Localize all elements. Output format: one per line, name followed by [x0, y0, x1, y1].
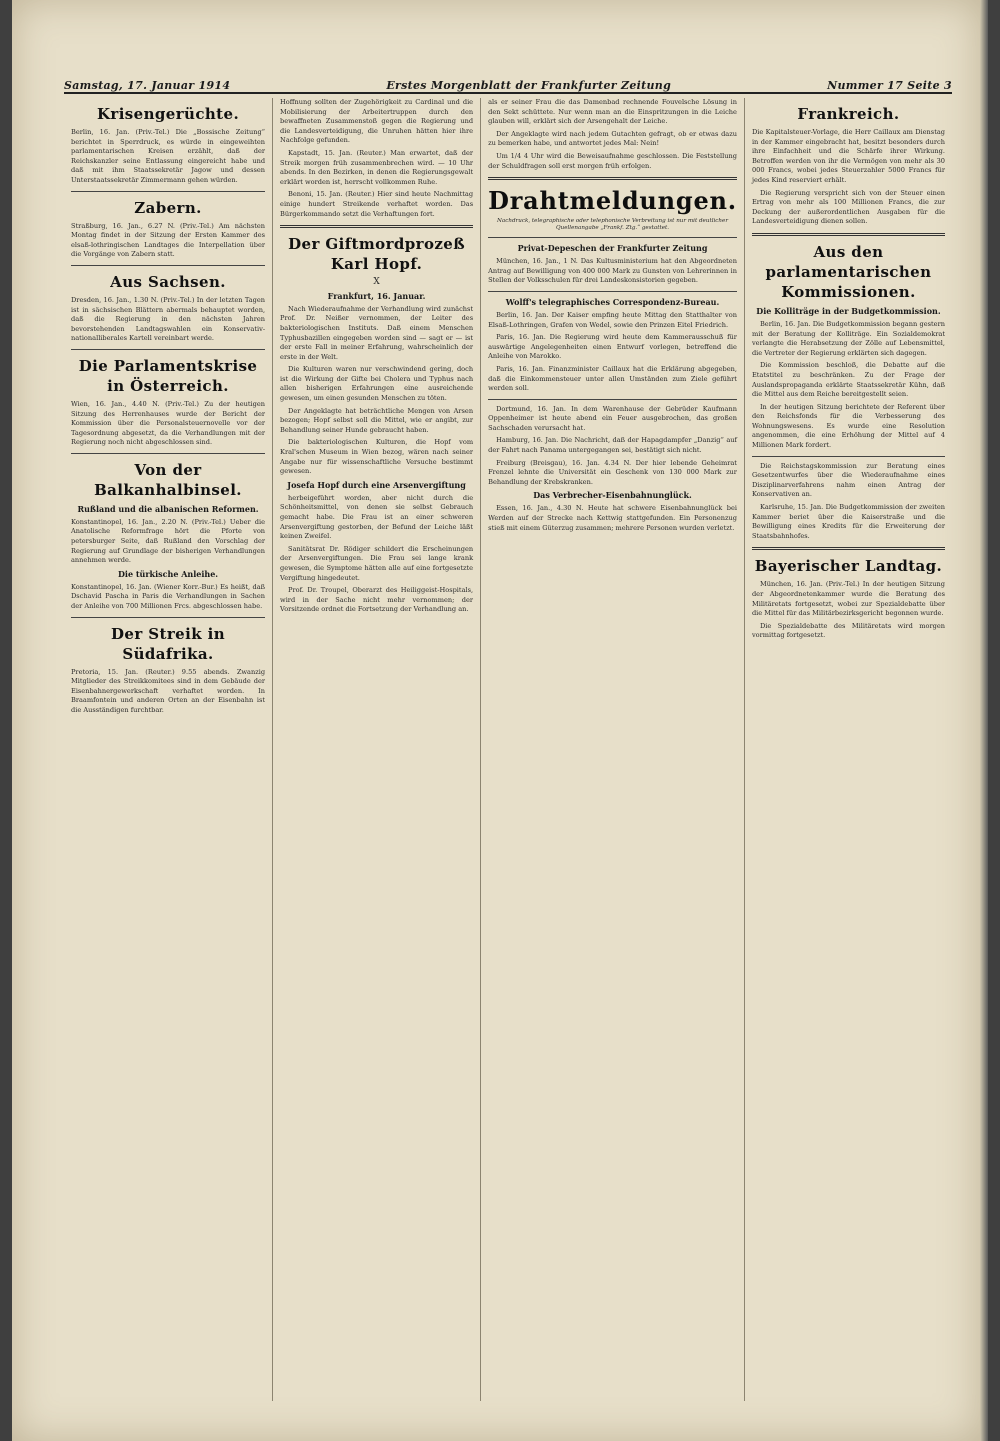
article-paragraph: Freiburg (Breisgau), 16. Jan. 4.34 N. Der hier lebende Geheimrat Frenzel lehnte die Universität ein Geschenk von 130 000 Mark zur Behandlung der Krebskranken. — [488, 458, 737, 486]
article-columns — [64, 98, 952, 1401]
article-paragraph: Die Kapitalsteuer-Vorlage, die Herr Caillaux am Dienstag in der Kammer eingebracht hat, besitzt besonders durch ihre Einfachheit und die Schärfe ihrer Wirkung. Betroffen werden von ihr die Vermögen von mehr als 30 000 Francs, wobei jedes Steuerzahler 5000 Francs für jedes Kind reserviert erhält. — [751, 128, 945, 184]
divider — [752, 547, 945, 550]
article-paragraph: In der heutigen Sitzung berichtete der Referent über den Reichsfonds für die Verbesserung des Wohnungswesens. Es wurde eine Resolution angenommen, die eine Erhöhung der Mittel auf 4 Millionen Mark fordert. — [751, 402, 945, 450]
article-paragraph: Benoni, 15. Jan. (Reuter.) Hier sind heute Nachmittag einige hundert Streikende verhaftet worden. Das Bürgerkommando setzt die Verhaftungen fort. — [280, 190, 474, 218]
article-paragraph: Konstantinopel, 16. Jan. (Wiener Korr.-Bur.) Es heißt, daß Dschavid Pascha in Paris die Verhandlungen in Sachen der Anleihe von 700 Millionen Frcs. abgeschlossen habe. — [71, 582, 266, 611]
article-paragraph: Sanitätsrat Dr. Rödiger schildert die Erscheinungen der Arsenvergiftungen. Die Frau sei lange krank gewesen, die Symptome hätten alle auf eine fortgesetzte Vergiftung hingedeutet. — [280, 544, 474, 582]
article-paragraph: Die Kommission beschloß, die Debatte auf die Etatstitel zu beschränken. Zu der Frage der Auslandspropaganda erklärte Staatssekretär Kühn, daß die Mittel aus dem Reiche bereitgestellt seien. — [751, 361, 945, 399]
header-date: Samstag, 17. Januar 1914 — [64, 79, 231, 92]
article-paragraph: Die Kulturen waren nur verschwindend gering, doch ist die Wirkung der Gifte bei Cholera und Typhus nach allen bisherigen Erfahrungen eine ausreichende gewesen, um einen gesunden Menschen zu töten. — [280, 365, 474, 403]
article-paragraph: Essen, 16. Jan., 4.30 N. Heute hat schwere Eisenbahnunglück bei Werden auf der Strecke nach Kettwig stattgefunden. Ein Personenzug stieß mit einem Güterzug zusammen; mehrere Personen wurden verletzt. — [488, 504, 737, 532]
article-paragraph: Paris, 16. Jan. Die Regierung wird heute dem Kammerausschuß für auswärtige Angelegenheiten einen Entwurf vorlegen, betreffend die Anleihe von Marokko. — [488, 333, 737, 361]
article-paragraph: Um 1/4 4 Uhr wird die Beweisaufnahme geschlossen. Die Feststellung der Schuldfragen soll erst morgen früh erfolgen. — [488, 151, 737, 170]
divider — [752, 233, 945, 236]
article-paragraph: Karlsruhe, 15. Jan. Die Budgetkommission der zweiten Kammer beriet über die Kaiserstraße und die Bewilligung eines Kredits für die Erweiterung der Staatsbahnhofes. — [751, 503, 945, 540]
article-paragraph: Dortmund, 16. Jan. In dem Warenhause der Gebrüder Kaufmann Oppenheimer ist heute abend ein Feuer ausgebrochen, das großen Sachschaden verursacht hat. — [488, 404, 737, 432]
reprint-notice: Nachdruck, telegraphische oder telephonische Verbreitung ist nur mit deutlicher Quellenangabe „Frankf. Ztg.“ gestattet. — [497, 218, 729, 232]
divider — [752, 456, 945, 457]
headline-streik-suedafrika: Der Streik in Südafrika. — [111, 624, 226, 663]
divider — [71, 349, 265, 350]
installment-mark: X — [373, 277, 380, 288]
divider — [280, 225, 473, 228]
article-paragraph: Die bakteriologischen Kulturen, die Hopf vom Kral'schen Museum in Wien bezog, wären nach seiner Angabe nur für wissenschaftliche Versuche bestimmt gewesen. — [280, 438, 474, 476]
article-paragraph: Die Regierung verspricht sich von der Steuer einen Ertrag von mehr als 100 Millionen Francs, die zur Deckung der außerordentlichen Ausgaben für die Landesverteidigung dienen sollen. — [751, 188, 945, 226]
column-3 — [480, 98, 744, 1401]
article-paragraph: Nach Wiederaufnahme der Verhandlung wird zunächst Prof. Dr. Neißer vernommen, der Leiter des bakteriologischen Instituts. Daß einem Menschen Typhusbazillen eingegeben worden sind — sagt er — ist der erste Fall in meiner Erfahrung, wahrscheinlich der erste in der Welt. — [280, 304, 474, 361]
divider — [71, 265, 265, 266]
article-paragraph: Berlin, 16. Jan. Der Kaiser empfing heute Mittag den Statthalter von Elsaß-Lothringen, Grafen von Wedel, sowie den Prinzen Eitel Friedrich. — [488, 310, 737, 329]
headline-drahtmeldungen: Drahtmeldungen. — [488, 186, 737, 216]
article-paragraph: Paris, 16. Jan. Finanzminister Caillaux hat die Erklärung abgegeben, daß die Einkommensteuer unter allen Umständen zum Ziele geführt werden soll. — [488, 364, 737, 393]
subheadline: Die Kolliträge in der Budgetkommission. — [756, 305, 941, 316]
headline-frankreich: Frankreich. — [797, 105, 900, 123]
article-paragraph: Konstantinopel, 16. Jan., 2.20 N. (Priv.-Tel.) Ueber die Anatolische Reformfrage hört die Pforte von petersburger Seite, daß Rußland den Vorschlag der Regierung auf Grundlage der bisherigen Verhandlungen annehmen werde. — [71, 517, 266, 565]
column-1 — [64, 98, 272, 1401]
page-header — [64, 72, 952, 94]
article-paragraph: Die Reichstagskommission zur Beratung eines Gesetzentwurfes über die Wiederaufnahme eines Disziplinarverfahrens nahm einen Antrag der Konservativen an. — [751, 461, 945, 499]
subheadline-eisenbahnunglueck: Das Verbrecher-Eisenbahnunglück. — [533, 490, 692, 501]
divider — [71, 191, 265, 192]
article-paragraph: München, 16. Jan., 1 N. Das Kultusministerium hat den Abgeordneten Antrag auf Bewilligung von 400 000 Mark zu Gunsten von Lehrerinnen in Stellen der Volksschulen für drei Landeskonsistorien gegeben. — [488, 257, 737, 285]
header-page-number: Nummer 17 Seite 3 — [827, 79, 952, 92]
article-paragraph: Hoffnung sollten der Zugehörigkeit zu Cardinal und die Mobilisierung der Arbeitertruppen durch den bewaffneten Zusammenstoß gegen die Regierung und die Landesverteidigung, die Unruhen hätten hier ihre Nachfolge gefunden. — [280, 98, 474, 145]
subheadline: Josefa Hopf durch eine Arsenvergiftung — [287, 479, 466, 490]
article-paragraph: München, 16. Jan. (Priv.-Tel.) In der heutigen Sitzung der Abgeordnetenkammer wurde die Beratung des Militäretats fortgesetzt, wobei zur Spezialdebatte über die Mittel für das Militärbezirksgericht begonnen wurde. — [751, 580, 945, 618]
article-paragraph: Straßburg, 16. Jan., 6.27 N. (Priv.-Tel.) Am nächsten Montag findet in der Sitzung der Ersten Kammer des elsaß-lothringischen Landtages die Interpellation über die Vorgänge von Zabern statt. — [71, 221, 266, 259]
article-paragraph: Prof. Dr. Troupel, Oberarzt des Heiliggeist-Hospitals, wird in der Sache nicht mehr vernommen; der Vorsitzende ordnet die Fortsetzung der Verhandlung an. — [280, 586, 474, 614]
article-paragraph: Dresden, 16. Jan., 1.30 N. (Priv.-Tel.) In der letzten Tagen ist in sächsischen Blättern abermals behauptet worden, daß die Regierung in den nächsten Jahren bevorstehenden Landtagswahlen ein Konservativ-nationalliberales Kartell vereinbart werde. — [71, 295, 266, 343]
article-paragraph: Hamburg, 16. Jan. Die Nachricht, daß der Hapagdampfer „Danzig“ auf der Fahrt nach Panama untergegangen sei, bestätigt sich nicht. — [488, 436, 737, 455]
article-paragraph: Pretoria, 15. Jan. (Reuter.) 9.55 abends. Zwanzig Mitglieder des Streikkomitees sind in dem Gebäude der Eisenbahnergewerkschaft verhaftet worden. In Braamfontein und anderen Orten an der Eisenbahn ist die Ausständigen furchtbar. — [71, 667, 266, 714]
article-paragraph: Berlin, 16. Jan. Die Budgetkommission begann gestern mit der Beratung der Kolliträge. Ein Sozialdemokrat verlangte die Herabsetzung der Zölle auf Lebensmittel, die Vertreter der Regierung erklärten sich dagegen. — [751, 319, 945, 357]
dateline: Frankfurt, 16. Januar. — [327, 290, 426, 301]
subheadline-wolff: Wolff's telegraphisches Correspondenz-Bureau. — [505, 296, 720, 307]
article-paragraph: Die Spezialdebatte des Militäretats wird morgen vormittag fortgesetzt. — [751, 621, 945, 640]
header-paper-title: Erstes Morgenblatt der Frankfurter Zeitung — [386, 79, 672, 92]
headline-parlamentskrise: Die Parlamentskrise in Österreich. — [78, 356, 258, 395]
column-4 — [744, 98, 952, 1401]
divider — [488, 177, 737, 180]
article-paragraph: Der Angeklagte wird nach jedem Gutachten gefragt, ob er etwas dazu zu bemerken habe, und antwortet jedes Mal: Nein! — [488, 129, 737, 148]
article-paragraph: Kapstadt, 15. Jan. (Reuter.) Man erwartet, daß der Streik morgen früh zusammenbrechen wird. — 10 Uhr abends. In den Bezirken, in denen die Regierungsgewalt erklärt worden ist, herrscht vollkommen Ruhe. — [280, 148, 474, 186]
subheadline: Rußland und die albanischen Reformen. — [77, 503, 259, 514]
headline-zabern: Zabern. — [134, 198, 202, 217]
article-paragraph: als er seiner Frau die das Damenbad rechnende Fouvelsche Lösung in den Sekt schüttete. Nur wenn man an die Einspritzungen in die Leiche glauben will, erklärt sich der Arsengehalt der Leiche. — [488, 98, 737, 126]
headline-krisengeruechte: Krisengerüchte. — [96, 105, 240, 123]
subheadline: Die türkische Anleihe. — [117, 568, 219, 579]
column-2 — [272, 98, 480, 1401]
headline-balkan: Von der Balkanhalbinsel. — [94, 460, 242, 499]
headline-bayerischer-landtag: Bayerischer Landtag. — [754, 557, 943, 576]
article-paragraph: Wien, 16. Jan., 4.40 N. (Priv.-Tel.) Zu der heutigen Sitzung des Herrenhauses wurde der Bericht der Kommission über die Personalsteuernovelle vor der Tagesordnung abgesetzt, da die Verhandlungen mit der Regierung noch nicht abgeschlossen sind. — [71, 399, 266, 447]
subheadline-private-depeschen: Privat-Depeschen der Frankfurter Zeitung — [517, 243, 708, 254]
article-paragraph: Der Angeklagte hat beträchtliche Mengen von Arsen bezogen; Hopf selbst soll die Mittel, wie er angibt, zur Behandlung seiner Hunde gebraucht haben. — [280, 406, 474, 434]
newspaper-page — [12, 0, 980, 1441]
headline-giftmordprozess: Der Giftmordprozeß Karl Hopf. — [288, 235, 466, 274]
headline-kommissionen: Aus den parlamentarischen Kommissionen. — [765, 242, 932, 301]
divider — [488, 237, 737, 238]
headline-sachsen: Aus Sachsen. — [110, 272, 226, 291]
divider — [488, 399, 737, 400]
divider — [71, 617, 265, 618]
divider — [71, 453, 265, 454]
divider — [488, 291, 737, 292]
article-paragraph: herbeigeführt worden, aber nicht durch die Schönheitsmittel, von denen sie selbst Gebrauch gemacht habe. Die Frau ist an einer schweren Arsenvergiftung gestorben, der Befund der Leiche läßt keinen Zweifel. — [280, 493, 474, 541]
article-paragraph: Berlin, 16. Jan. (Priv.-Tel.) Die „Bossische Zeitung“ berichtet in Sperrdruck, es würde in eingeweihten parlamentarischen Kreisen erzählt, daß der Reichskanzler seine Entlassung eingereicht habe und daß mit ihm Staatssekretär Jagow und dessen Unterstaatssekretär Zimmermann gehen würden. — [71, 128, 266, 184]
